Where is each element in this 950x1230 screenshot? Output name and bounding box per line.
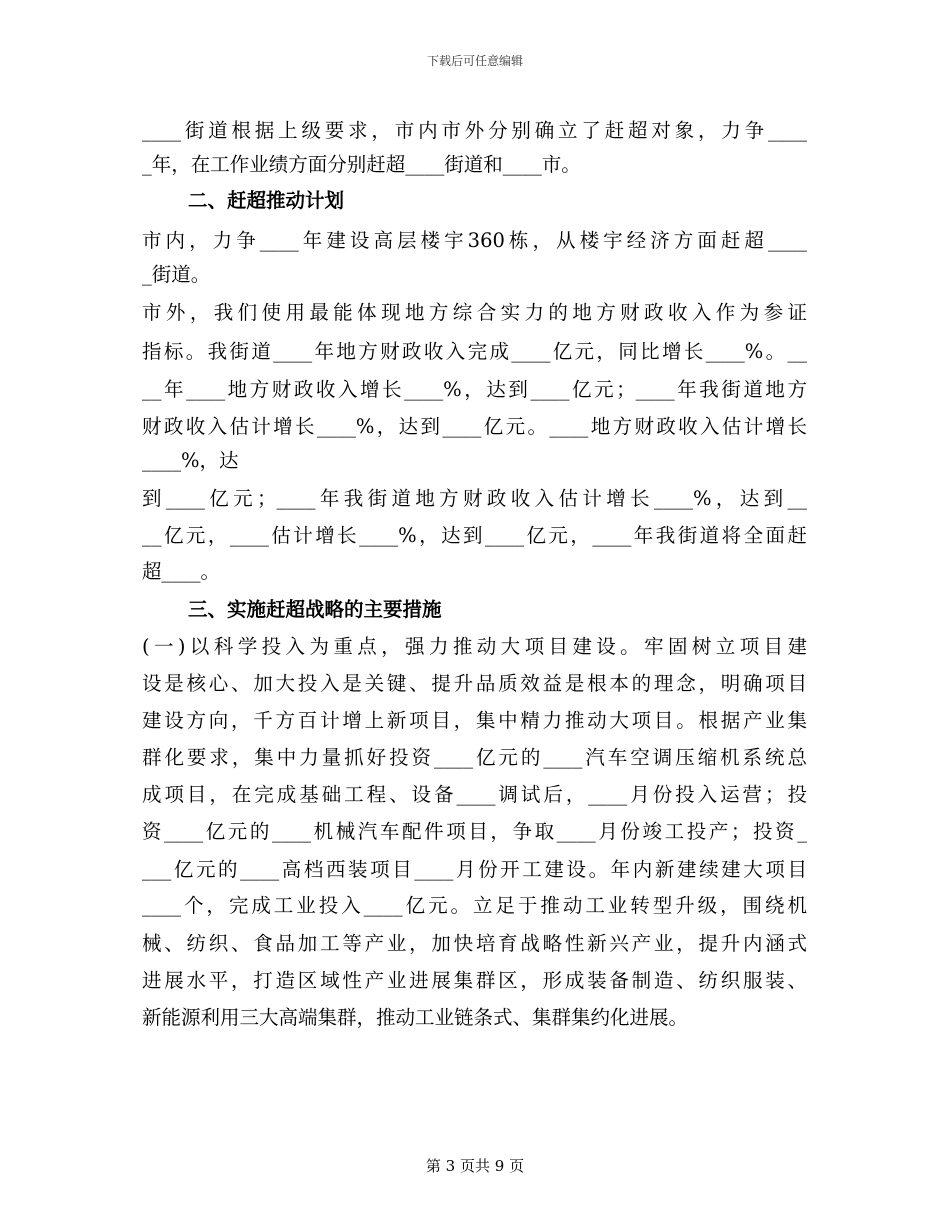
- body-line: 到____亿元；____年我街道地方财政收入估计增长____%，达到__: [142, 487, 807, 510]
- body-line: 成项目，在完成基础工程、设备____调试后，____月份投入运营；投: [142, 783, 807, 806]
- body-line: 械、纺织、食品加工等产业，加快培育战略性新兴产业，提升内涵式: [142, 932, 807, 955]
- body-line: _街道。: [142, 263, 211, 286]
- body-line: 进展水平，打造区域性产业进展集群区，形成装备制造、纺织服装、: [142, 969, 807, 992]
- body-line: 群化要求，集中力量抓好投资____亿元的____汽车空调压缩机系统总: [142, 746, 807, 769]
- page-footer: 第 3 页共 9 页: [425, 1157, 525, 1175]
- body-line: 建设方向，千方百计增上新项目，集中精力推动大项目。根据产业集: [142, 709, 807, 732]
- page-header: 下载后可任意编辑: [426, 54, 523, 68]
- body-line: __年____地方财政收入增长____%，达到____亿元；____年我街道地方: [142, 378, 807, 401]
- body-line: 设是核心、加大投入是关键、提升品质效益是根本的理念，明确项目: [142, 672, 807, 695]
- body-line: __亿元，____估计增长____%，达到____亿元，____年我街道将全面赶: [142, 524, 807, 547]
- body-line: 市外，我们使用最能体现地方综合实力的地方财政收入作为参证: [142, 301, 807, 324]
- body-line: 新能源利用三大高端集群，推动工业链条式、集群集约化进展。: [142, 1006, 689, 1029]
- body-line: ____街道根据上级要求，市内市外分别确立了赶超对象，力争____: [142, 119, 807, 142]
- section-heading: 二、赶超推动计划: [188, 189, 345, 212]
- body-line: 资____亿元的____机械汽车配件项目，争取____月份竣工投产；投资_: [142, 820, 807, 843]
- body-line: (一)以科学投入为重点，强力推动大项目建设。牢固树立项目建: [142, 635, 807, 658]
- section-heading: 三、实施赶超战略的主要措施: [188, 598, 442, 621]
- body-line: 市内，力争____年建设高层楼宇360栋，从楼宇经济方面赶超____: [142, 229, 807, 252]
- body-line: ____%，达: [142, 449, 239, 472]
- body-line: _年，在工作业绩方面分别赶超____街道和____市。: [142, 153, 581, 176]
- body-line: 财政收入估计增长____%，达到____亿元。____地方财政收入估计增长: [142, 415, 807, 438]
- body-line: 指标。我街道____年地方财政收入完成____亿元，同比增长____%。__: [142, 340, 807, 363]
- body-line: 超____。: [142, 560, 221, 583]
- body-line: ____个，完成工业投入____亿元。立足于推动工业转型升级，围绕机: [142, 894, 807, 917]
- body-line: ___亿元的____高档西装项目____月份开工建设。年内新建续建大项目: [142, 858, 807, 881]
